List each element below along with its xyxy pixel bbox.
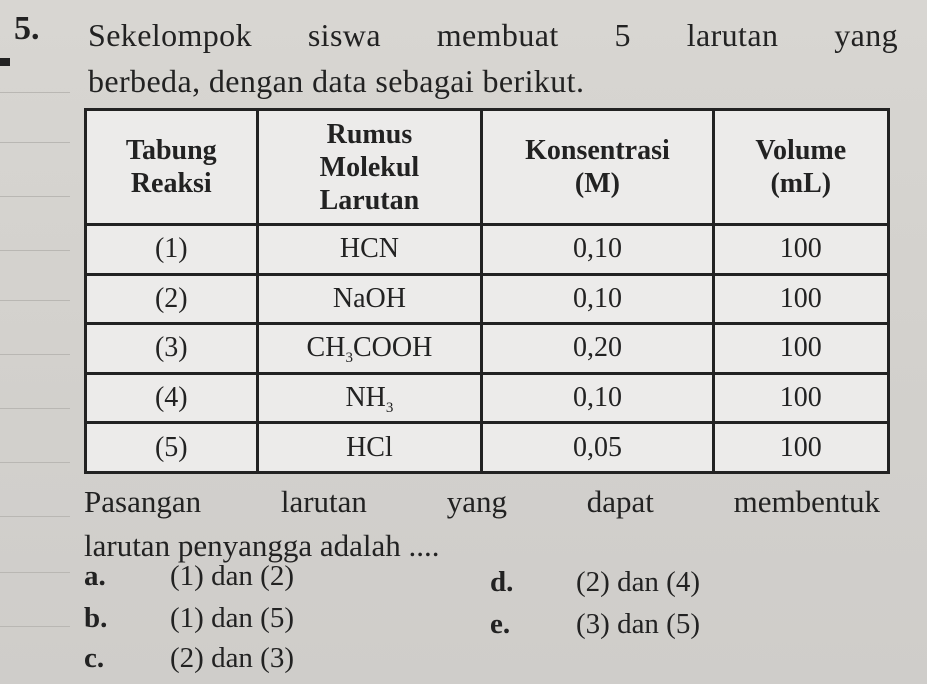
stem-line-1 xyxy=(88,12,898,58)
ruled-line xyxy=(0,196,70,197)
formula-main: CH xyxy=(306,332,346,364)
solution-data-table xyxy=(84,108,890,474)
cell-tabung: (5) xyxy=(86,423,258,473)
prompt-line-2: larutan penyangga adalah .... xyxy=(84,528,440,563)
cell-konsentrasi: 0,20 xyxy=(482,324,713,374)
ruled-line xyxy=(0,516,70,517)
stem-word: membuat xyxy=(436,17,559,53)
table-row xyxy=(86,274,889,324)
header-text: (mL) xyxy=(770,168,832,199)
header-rumus-molekul xyxy=(257,110,482,225)
option-c[interactable] xyxy=(84,642,294,675)
cell-konsentrasi: 0,05 xyxy=(482,423,713,473)
ruled-line xyxy=(0,572,70,573)
table-row xyxy=(86,324,889,374)
prompt-word: membentuk xyxy=(733,484,880,519)
option-b[interactable] xyxy=(84,602,294,635)
formula-main: HCN xyxy=(339,233,399,265)
option-d[interactable] xyxy=(490,566,700,599)
cell-konsentrasi: 0,10 xyxy=(482,373,713,423)
prompt-word: yang xyxy=(446,484,507,519)
option-text: (2) dan (4) xyxy=(576,566,701,598)
cell-tabung: (4) xyxy=(86,373,258,423)
cell-konsentrasi: 0,10 xyxy=(482,274,713,324)
option-letter: d. xyxy=(490,566,514,598)
stem-word: siswa xyxy=(307,17,381,53)
ruled-line xyxy=(0,354,70,355)
question-prompt xyxy=(84,480,880,568)
ruled-line xyxy=(0,300,70,301)
header-text: Rumus xyxy=(326,118,413,150)
stem-word: Sekelompok xyxy=(88,17,252,53)
option-letter: b. xyxy=(84,602,108,634)
header-volume xyxy=(713,110,888,225)
option-e[interactable] xyxy=(490,608,700,641)
cell-rumus xyxy=(257,225,482,275)
cell-volume: 100 xyxy=(713,274,888,324)
formula-main: NH xyxy=(345,382,386,414)
prompt-word: dapat xyxy=(586,484,654,519)
stem-word: yang xyxy=(834,17,898,53)
option-text: (1) dan (2) xyxy=(170,560,295,592)
header-text: (M) xyxy=(574,168,620,199)
header-text: Volume xyxy=(755,135,847,166)
table-row xyxy=(86,373,889,423)
header-text: Tabung xyxy=(125,135,217,166)
option-letter: c. xyxy=(84,642,105,674)
header-text: Reaksi xyxy=(130,168,212,199)
option-text: (3) dan (5) xyxy=(576,608,701,640)
header-text: Konsentrasi xyxy=(525,135,670,166)
formula-tail: COOH xyxy=(352,332,433,364)
stem-word: 5 xyxy=(614,17,631,53)
ruled-line xyxy=(0,142,70,143)
cell-rumus xyxy=(257,274,482,324)
cell-volume: 100 xyxy=(713,423,888,473)
header-text: Larutan xyxy=(319,184,420,216)
option-a[interactable] xyxy=(84,560,294,593)
table-header-row xyxy=(86,110,889,225)
formula-subscript: 3 xyxy=(345,350,353,367)
cell-rumus xyxy=(257,324,482,374)
option-text: (1) dan (5) xyxy=(170,602,295,634)
ruled-line xyxy=(0,92,70,93)
stem-line-2: berbeda, dengan data sebagai berikut. xyxy=(88,63,585,99)
stem-word: larutan xyxy=(686,17,779,53)
cell-rumus xyxy=(257,373,482,423)
ruled-line xyxy=(0,408,70,409)
cell-volume: 100 xyxy=(713,373,888,423)
option-letter: a. xyxy=(84,560,106,592)
ruled-line xyxy=(0,626,70,627)
question-stem xyxy=(88,12,898,104)
formula-main: HCl xyxy=(346,431,393,463)
margin-mark xyxy=(0,58,10,66)
cell-volume: 100 xyxy=(713,324,888,374)
table-row xyxy=(86,225,889,275)
prompt-word: Pasangan xyxy=(84,484,202,519)
ruled-line xyxy=(0,250,70,251)
ruled-line xyxy=(0,462,70,463)
cell-volume: 100 xyxy=(713,225,888,275)
cell-rumus xyxy=(257,423,482,473)
formula-main: NaOH xyxy=(332,282,406,314)
formula-subscript: 3 xyxy=(385,400,394,417)
option-text: (2) dan (3) xyxy=(170,642,295,674)
header-text: Molekul xyxy=(319,151,420,183)
cell-konsentrasi: 0,10 xyxy=(482,225,713,275)
header-tabung-reaksi xyxy=(86,110,258,225)
prompt-line-1 xyxy=(84,480,880,524)
question-number: 5. xyxy=(14,10,40,47)
cell-tabung: (2) xyxy=(86,274,258,324)
prompt-word: larutan xyxy=(280,484,367,519)
header-konsentrasi xyxy=(482,110,713,225)
table-row xyxy=(86,423,889,473)
cell-tabung: (3) xyxy=(86,324,258,374)
cell-tabung: (1) xyxy=(86,225,258,275)
option-letter: e. xyxy=(490,608,511,640)
